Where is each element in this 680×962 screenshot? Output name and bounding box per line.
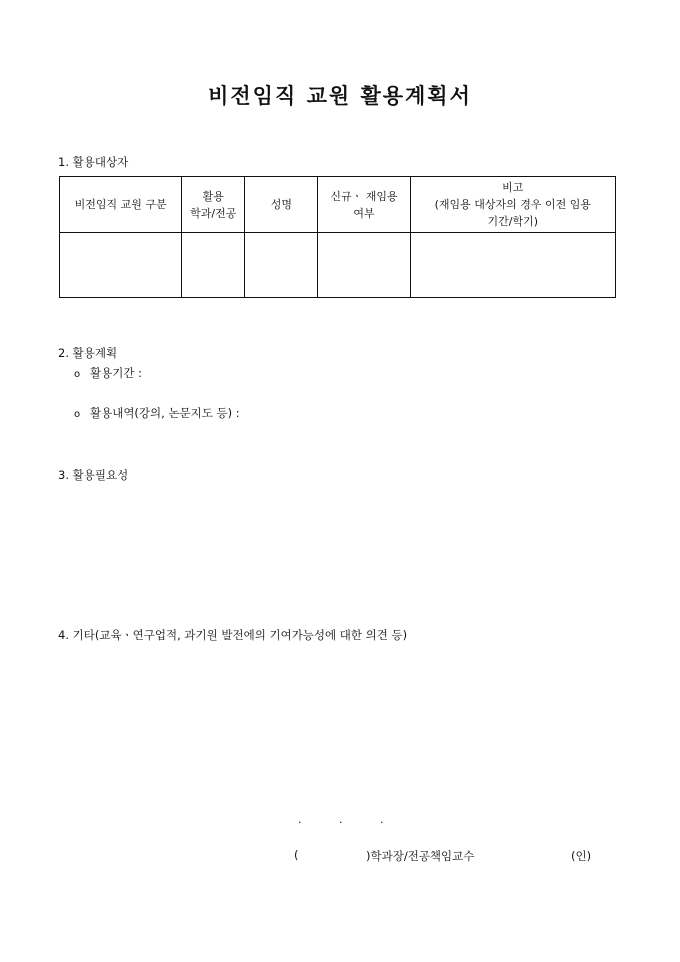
document-title: 비전임직 교원 활용계획서 <box>208 83 472 108</box>
section-3-heading: 3. 활용필요성 <box>58 468 129 482</box>
bullet-icon: o <box>74 409 81 420</box>
header-remarks-line2: (재임용 대상자의 경우 이전 임용 <box>434 198 592 211</box>
date-dot-year: . <box>298 813 302 826</box>
section-4-heading: 4. 기타(교육ㆍ연구업적, 과기원 발전에의 기여가능성에 대한 의견 등) <box>58 628 408 642</box>
signature-seal: (인) <box>571 849 592 863</box>
cell-new-or-reappointment[interactable] <box>318 233 410 298</box>
header-new-line1: 신규ㆍ 재임용 <box>330 189 398 203</box>
signature-role: )학과장/전공책임교수 <box>366 849 475 863</box>
header-faculty-type-label: 비전임직 교원 구분 <box>74 198 167 211</box>
header-remarks-line3: 기간/학기) <box>487 215 539 228</box>
header-department <box>182 177 245 233</box>
header-name-label: 성명 <box>270 198 293 211</box>
table-header-row <box>60 177 616 233</box>
header-department-line2: 학과/전공 <box>190 206 237 220</box>
section-1-heading: 1. 활용대상자 <box>58 155 129 169</box>
cell-name[interactable] <box>245 233 318 298</box>
bullet-icon: o <box>74 369 81 380</box>
date-dot-month: . <box>339 813 343 826</box>
header-name <box>245 177 318 233</box>
plan-details-label: 활용내역(강의, 논문지도 등) : <box>90 406 240 420</box>
header-new-line2: 여부 <box>353 206 375 220</box>
section-2-heading: 2. 활용계획 <box>58 346 118 360</box>
header-remarks-line1: 비고 <box>502 181 524 194</box>
target-person-table <box>59 176 616 298</box>
date-dot-day: . <box>380 813 384 826</box>
table-row <box>60 233 616 298</box>
cell-remarks[interactable] <box>410 233 615 298</box>
plan-period-item <box>74 365 142 381</box>
cell-faculty-type[interactable] <box>60 233 182 298</box>
cell-department[interactable] <box>182 233 245 298</box>
plan-period-label: 활용기간 : <box>90 366 142 380</box>
header-remarks <box>410 177 615 233</box>
header-department-line1: 활용 <box>202 189 224 203</box>
plan-details-item <box>74 405 240 421</box>
header-new-or-reappointment <box>318 177 410 233</box>
signature-open-paren: ( <box>294 848 299 862</box>
header-faculty-type <box>60 177 182 233</box>
